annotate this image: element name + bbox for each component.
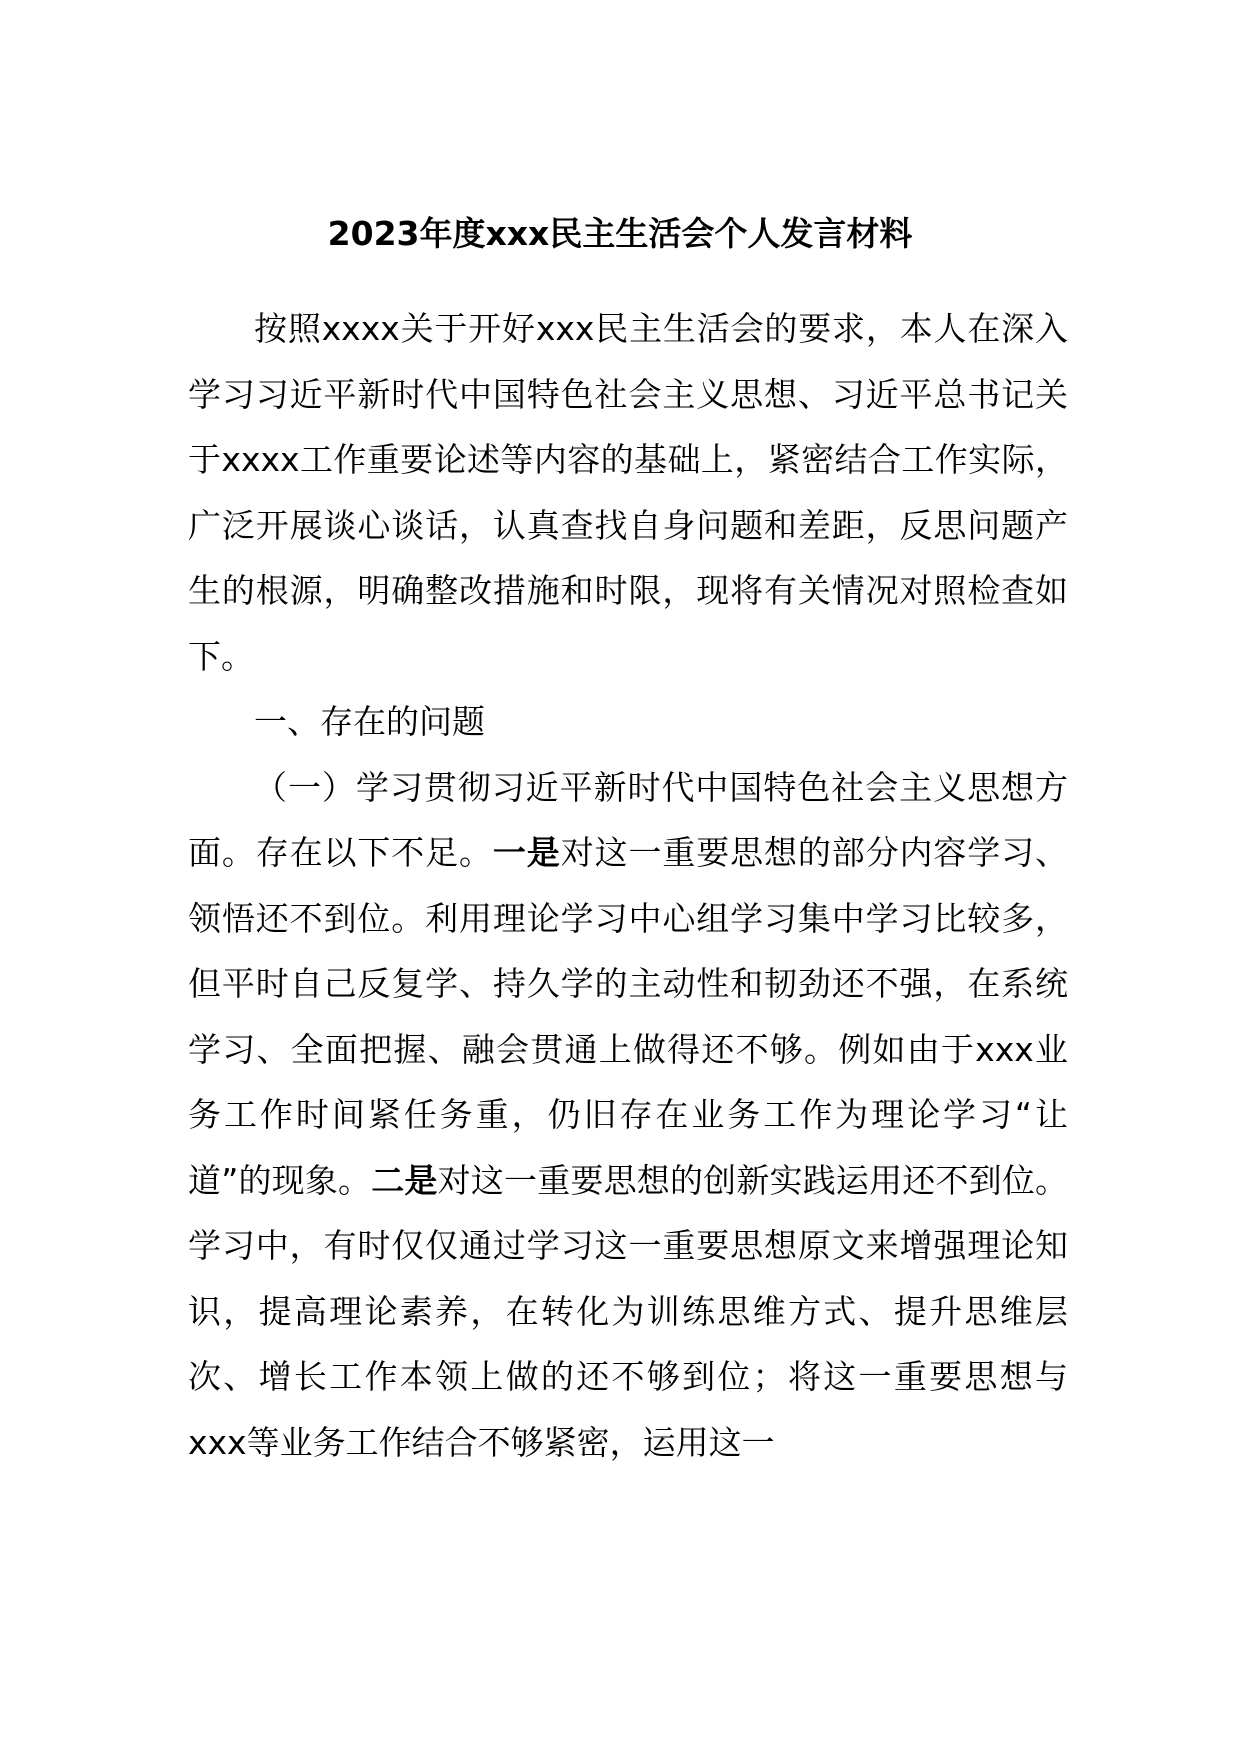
point-text-2: 对这一重要思想的创新实践运用还不到位。学习中，有时仅仅通过学习这一重要思想原文来增强理论知识，提高理论素养，在转化为训练思维方式、提升思维层次、增长工作本领上做的还不够到位；将这一重要思想与xxx等业务工作结合不够紧密，运用这一 xyxy=(188,1160,1069,1462)
point-text-1: 对这一重要思想的部分内容学习、领悟还不到位。利用理论学习中心组学习集中学习比较多，但平时自己反复学、持久学的主动性和韧劲还不强，在系统学习、全面把握、融会贯通上做得还不够。例如由于xxx业务工作时间紧任务重，仍旧存在业务工作为理论学习“让道”的现象。 xyxy=(188,833,1069,1200)
subsection-lead: （一）学习贯彻习近平新时代中国特色社会主义思想方面。存在以下不足。 xyxy=(188,767,1068,872)
document-title: 2023年度xxx民主生活会个人发言材料 xyxy=(327,214,913,253)
point-label-1: 一是 xyxy=(492,833,561,872)
subsection-paragraph-1 xyxy=(188,755,1068,1476)
point-label-2: 二是 xyxy=(371,1160,438,1200)
intro-paragraph: 按照xxxx关于开好xxx民主生活会的要求，本人在深入学习习近平新时代中国特色社会主义思想、习近平总书记关于xxxx工作重要论述等内容的基础上，紧密结合工作实际，广泛开展谈心谈话，认真查找自身问题和差距，反思问题产生的根源，明确整改措施和时限，现将有关情况对照检查如下。 xyxy=(188,309,1068,676)
section-heading-problems: 一、存在的问题 xyxy=(254,702,485,741)
document-body xyxy=(188,296,1068,1475)
